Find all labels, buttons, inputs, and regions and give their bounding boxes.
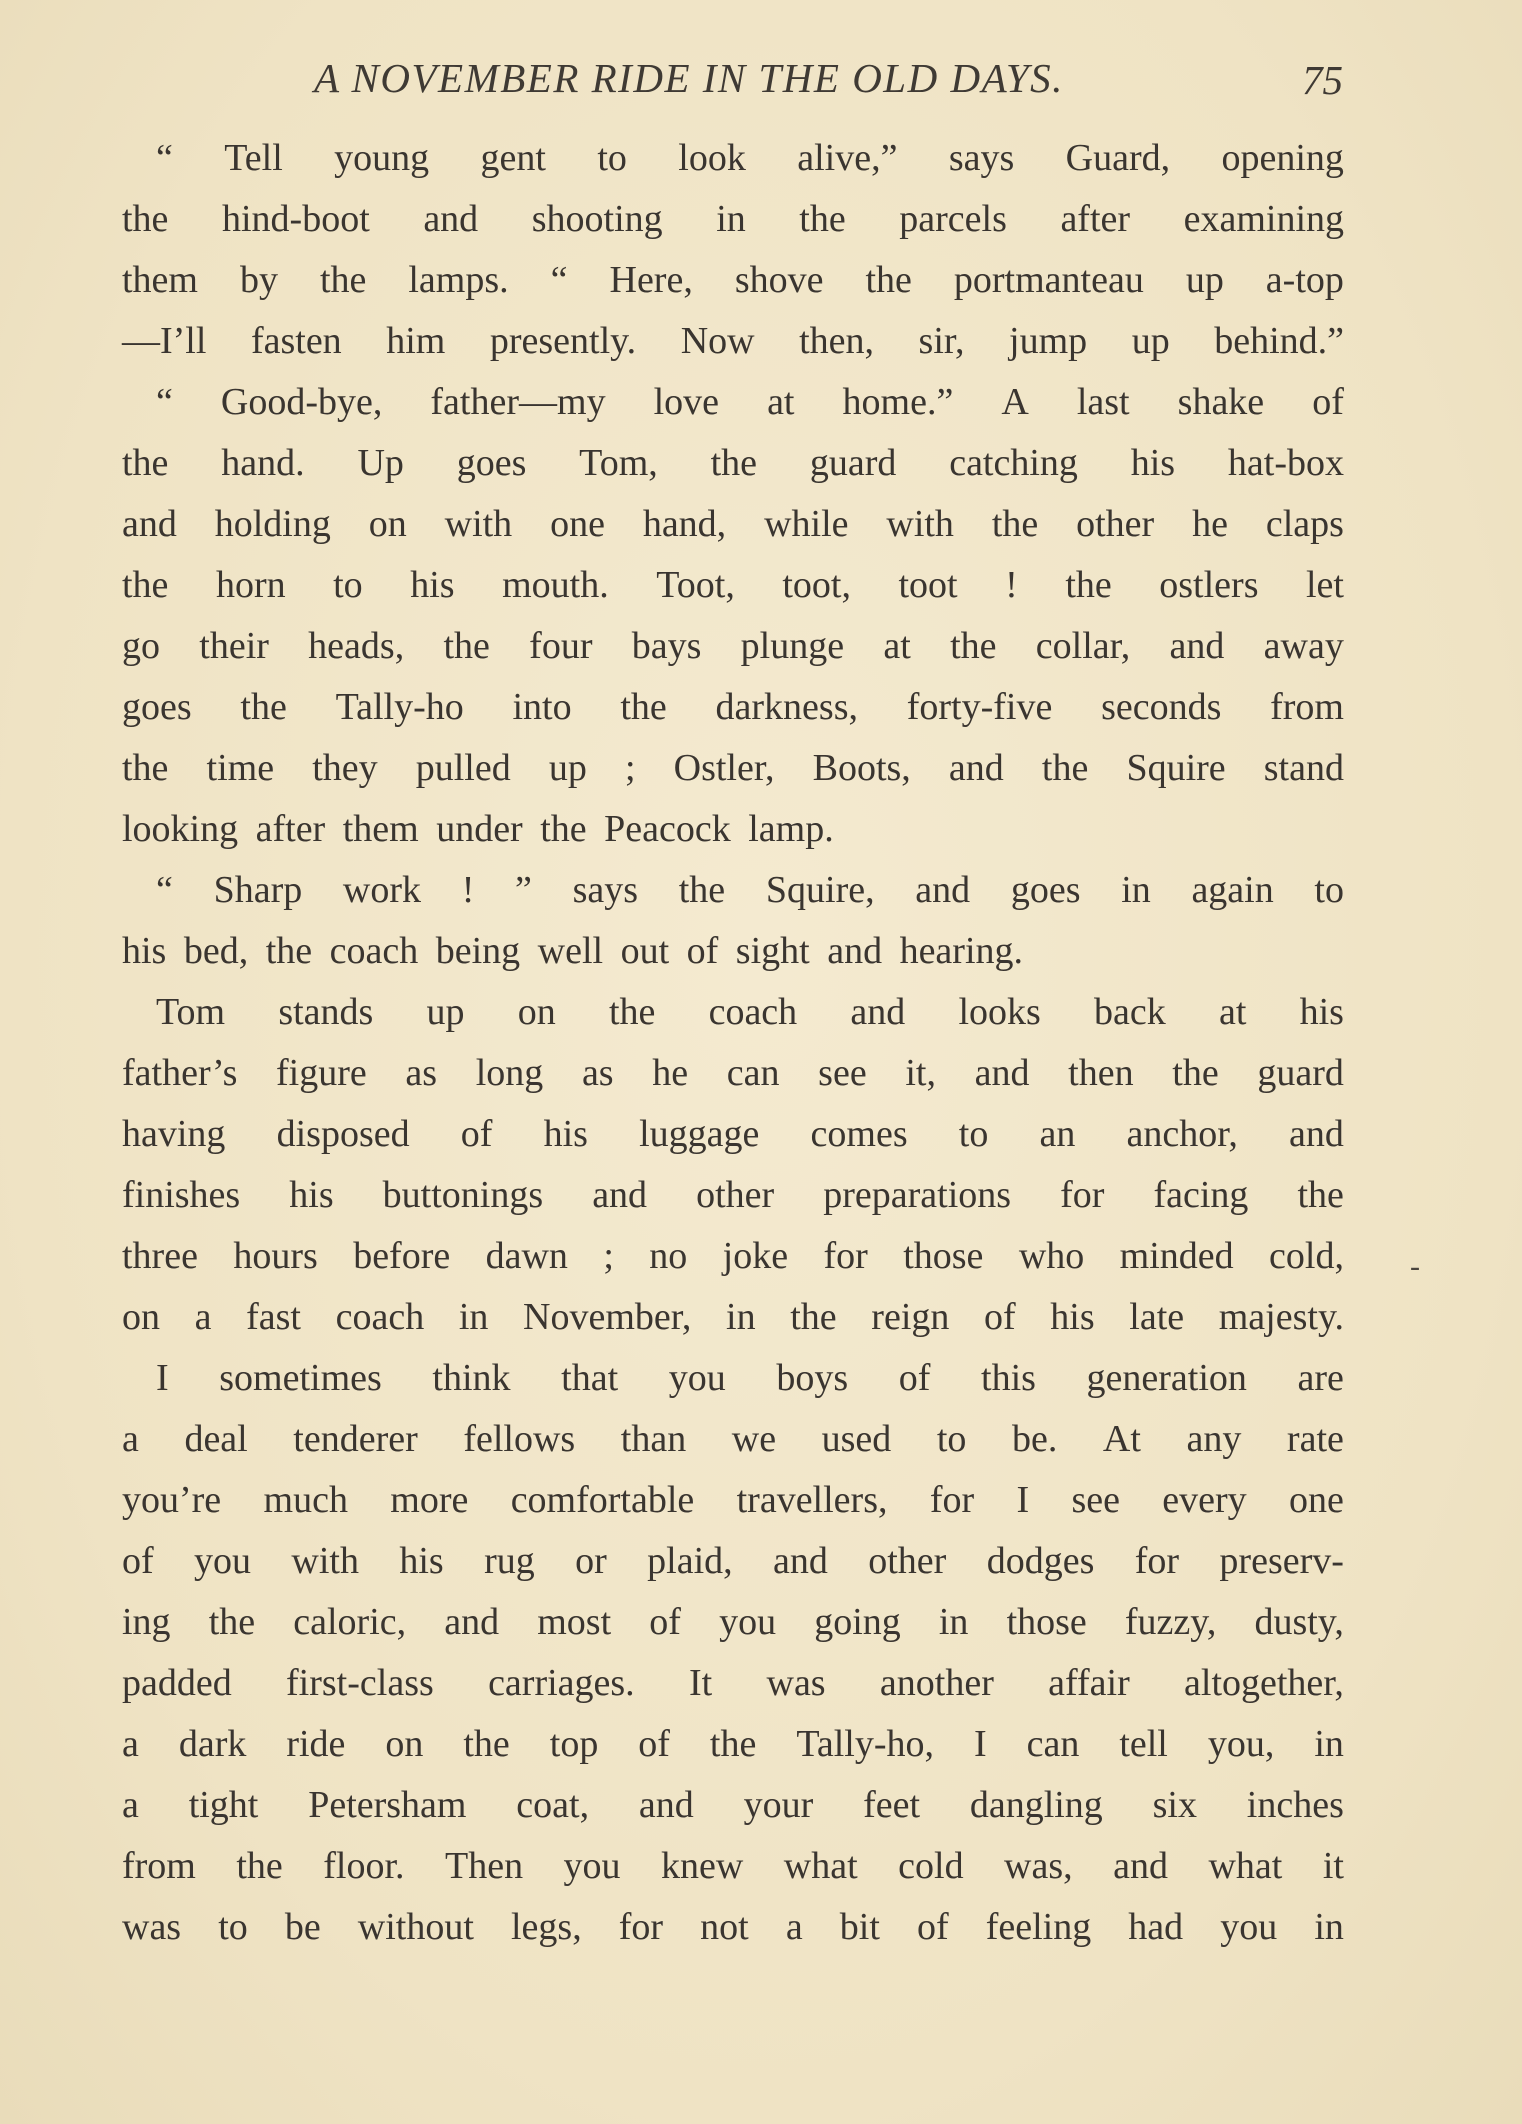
text-line: the horn to his mouth. Toot, toot, toot ! the ostlers let (122, 564, 1344, 606)
text-line: his bed, the coach being well out of sight and hearing. (122, 930, 1024, 972)
text-line: Tom stands up on the coach and looks back at his (156, 991, 1344, 1033)
text-line: the hand. Up goes Tom, the guard catching his hat-box (122, 442, 1344, 484)
running-title: A NOVEMBER RIDE IN THE OLD DAYS. (314, 55, 1064, 101)
page-number: 75 (1302, 57, 1343, 103)
text-line: go their heads, the four bays plunge at the collar, and away (122, 625, 1344, 667)
text-line: I sometimes think that you boys of this generation are (156, 1357, 1344, 1399)
text-line: the time they pulled up ; Ostler, Boots, and the Squire stand (122, 747, 1344, 789)
text-line: goes the Tally-ho into the darkness, forty-five seconds from (122, 686, 1344, 728)
text-line: was to be without legs, for not a bit of feeling had you in (122, 1906, 1344, 1948)
text-line: looking after them under the Peacock lamp. (122, 808, 834, 850)
text-line: you’re much more comfortable travellers, for I see every one (122, 1479, 1344, 1521)
text-line: of you with his rug or plaid, and other dodges for preserv- (122, 1540, 1344, 1582)
text-line: —I’ll fasten him presently. Now then, sir, jump up behind.” (122, 320, 1344, 362)
text-line: from the floor. Then you knew what cold was, and what it (122, 1845, 1344, 1887)
body-text (122, 128, 1344, 1958)
text-line: a deal tenderer fellows than we used to be. At any rate (122, 1418, 1344, 1460)
text-line: the hind-boot and shooting in the parcels after examining (122, 198, 1344, 240)
text-line: finishes his buttonings and other preparations for facing the (122, 1174, 1344, 1216)
text-line: a dark ride on the top of the Tally-ho, I can tell you, in (122, 1723, 1344, 1765)
text-line: ing the caloric, and most of you going in those fuzzy, dusty, (122, 1601, 1344, 1643)
text-line: padded first-class carriages. It was another affair altogether, (122, 1662, 1344, 1704)
text-line: father’s figure as long as he can see it, and then the guard (122, 1052, 1344, 1094)
text-line: them by the lamps. “ Here, shove the portmanteau up a-top (122, 259, 1344, 301)
text-line: “ Sharp work ! ” says the Squire, and goes in again to (156, 869, 1344, 911)
text-line: a tight Petersham coat, and your feet dangling six inches (122, 1784, 1344, 1826)
margin-mark: - (1410, 1250, 1420, 1283)
text-line: on a fast coach in November, in the reign of his late majesty. (122, 1296, 1344, 1338)
running-header (0, 54, 1522, 114)
text-line: “ Tell young gent to look alive,” says Guard, opening (156, 137, 1344, 179)
text-line: three hours before dawn ; no joke for those who minded cold, (122, 1235, 1344, 1277)
text-line: and holding on with one hand, while with the other he claps (122, 503, 1344, 545)
text-line: “ Good-bye, father—my love at home.” A last shake of (156, 381, 1344, 423)
text-line: having disposed of his luggage comes to an anchor, and (122, 1113, 1344, 1155)
